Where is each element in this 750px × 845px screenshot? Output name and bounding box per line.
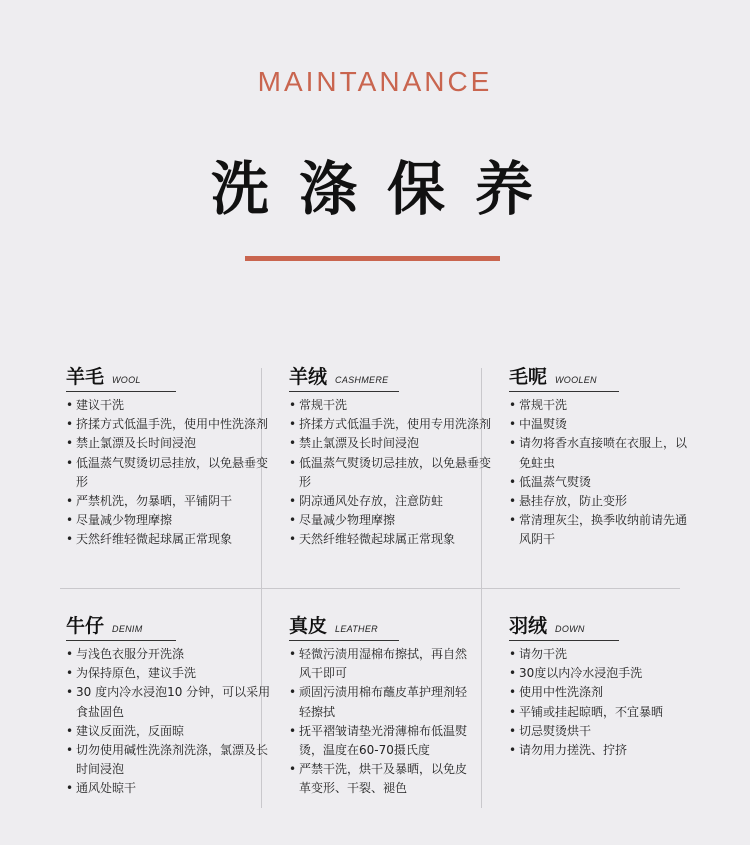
care-card-wool xyxy=(66,362,271,550)
care-item: • 禁止氯漂及长时间浸泡 xyxy=(289,434,494,453)
care-item: • 天然纤维轻微起球属正常现象 xyxy=(66,530,271,549)
care-item: • 与浅色衣服分开洗涤 xyxy=(66,645,271,664)
card-title-cn: 毛呢 xyxy=(509,366,548,388)
card-title-en: WOOL xyxy=(112,375,141,385)
card-title-cn: 羊绒 xyxy=(289,366,328,388)
care-item: • 低温蒸气熨烫 xyxy=(509,473,689,492)
care-card-cashmere xyxy=(289,362,494,550)
care-item: • 平铺或挂起晾晒，不宜暴晒 xyxy=(509,703,689,722)
care-item: • 悬挂存放，防止变形 xyxy=(509,492,689,511)
card-title-cn: 羽绒 xyxy=(509,615,548,637)
care-list xyxy=(289,645,469,799)
care-item: • 为保持原色，建议手洗 xyxy=(66,664,271,683)
care-item: • 尽量减少物理摩擦 xyxy=(289,511,494,530)
card-title-cn: 羊毛 xyxy=(66,366,105,388)
title-underline xyxy=(245,256,500,261)
care-item: • 切忌熨烫烘干 xyxy=(509,722,689,741)
divider-horizontal xyxy=(60,588,680,589)
card-heading xyxy=(289,611,399,641)
card-title-cn: 牛仔 xyxy=(66,615,105,637)
care-item: • 顽固污渍用棉布蘸皮革护理剂轻轻擦拭 xyxy=(289,683,469,721)
card-heading xyxy=(289,362,399,392)
care-item: • 使用中性洗涤剂 xyxy=(509,683,689,702)
care-item: • 禁止氯漂及长时间浸泡 xyxy=(66,434,271,453)
care-item: • 低温蒸气熨烫切忌挂放，以免悬垂变形 xyxy=(66,454,271,492)
card-heading xyxy=(509,362,619,392)
care-item: • 建议干洗 xyxy=(66,396,271,415)
care-item: • 轻微污渍用湿棉布擦拭，再自然风干即可 xyxy=(289,645,469,683)
care-card-woolen xyxy=(509,362,689,550)
care-card-leather xyxy=(289,611,469,799)
care-item: • 抚平褶皱请垫光滑薄棉布低温熨烫，温度在60-70摄氏度 xyxy=(289,722,469,760)
care-item: • 挤揉方式低温手洗，使用专用洗涤剂 xyxy=(289,415,494,434)
care-card-denim xyxy=(66,611,271,799)
card-title-en: DENIM xyxy=(112,624,143,634)
care-item: • 低温蒸气熨烫切忌挂放，以免悬垂变形 xyxy=(289,454,494,492)
care-item: • 通风处晾干 xyxy=(66,779,271,798)
care-list xyxy=(509,645,689,760)
care-item: • 请勿将香水直接喷在衣服上，以免蛀虫 xyxy=(509,434,689,472)
care-item: • 尽量减少物理摩擦 xyxy=(66,511,271,530)
care-item: • 常规干洗 xyxy=(509,396,689,415)
care-item: • 常清理灰尘，换季收纳前请先通风阴干 xyxy=(509,511,689,549)
care-item: • 常规干洗 xyxy=(289,396,494,415)
card-title-en: LEATHER xyxy=(335,624,378,634)
care-list xyxy=(66,396,271,550)
card-title-cn: 真皮 xyxy=(289,615,328,637)
card-title-en: WOOLEN xyxy=(555,375,597,385)
care-item: • 中温熨烫 xyxy=(509,415,689,434)
card-title-en: CASHMERE xyxy=(335,375,389,385)
card-heading xyxy=(66,362,176,392)
care-card-down xyxy=(509,611,689,760)
care-item: • 切勿使用碱性洗涤剂洗涤，氯漂及长时间浸泡 xyxy=(66,741,271,779)
page-title-en: MAINTANANCE xyxy=(257,66,493,97)
care-item: • 阴凉通风处存放，注意防蛀 xyxy=(289,492,494,511)
care-list xyxy=(509,396,689,550)
care-item: • 严禁干洗，烘干及暴晒，以免皮革变形、干裂、褪色 xyxy=(289,760,469,798)
care-item: • 天然纤维轻微起球属正常现象 xyxy=(289,530,494,549)
card-title-en: DOWN xyxy=(555,624,585,634)
care-item: • 请勿用力搓洗、拧挤 xyxy=(509,741,689,760)
care-item: • 30度以内冷水浸泡手洗 xyxy=(509,664,689,683)
card-heading xyxy=(509,611,619,641)
care-item: • 30 度内冷水浸泡10 分钟，可以采用食盐固色 xyxy=(66,683,271,721)
care-list xyxy=(66,645,271,799)
care-item: • 挤揉方式低温手洗，使用中性洗涤剂 xyxy=(66,415,271,434)
care-item: • 建议反面洗，反面晾 xyxy=(66,722,271,741)
card-heading xyxy=(66,611,176,641)
care-item: • 严禁机洗，勿暴晒，平铺阴干 xyxy=(66,492,271,511)
care-list xyxy=(289,396,494,550)
care-item: • 请勿干洗 xyxy=(509,645,689,664)
page-title-cn: 洗涤保养 xyxy=(210,155,563,223)
